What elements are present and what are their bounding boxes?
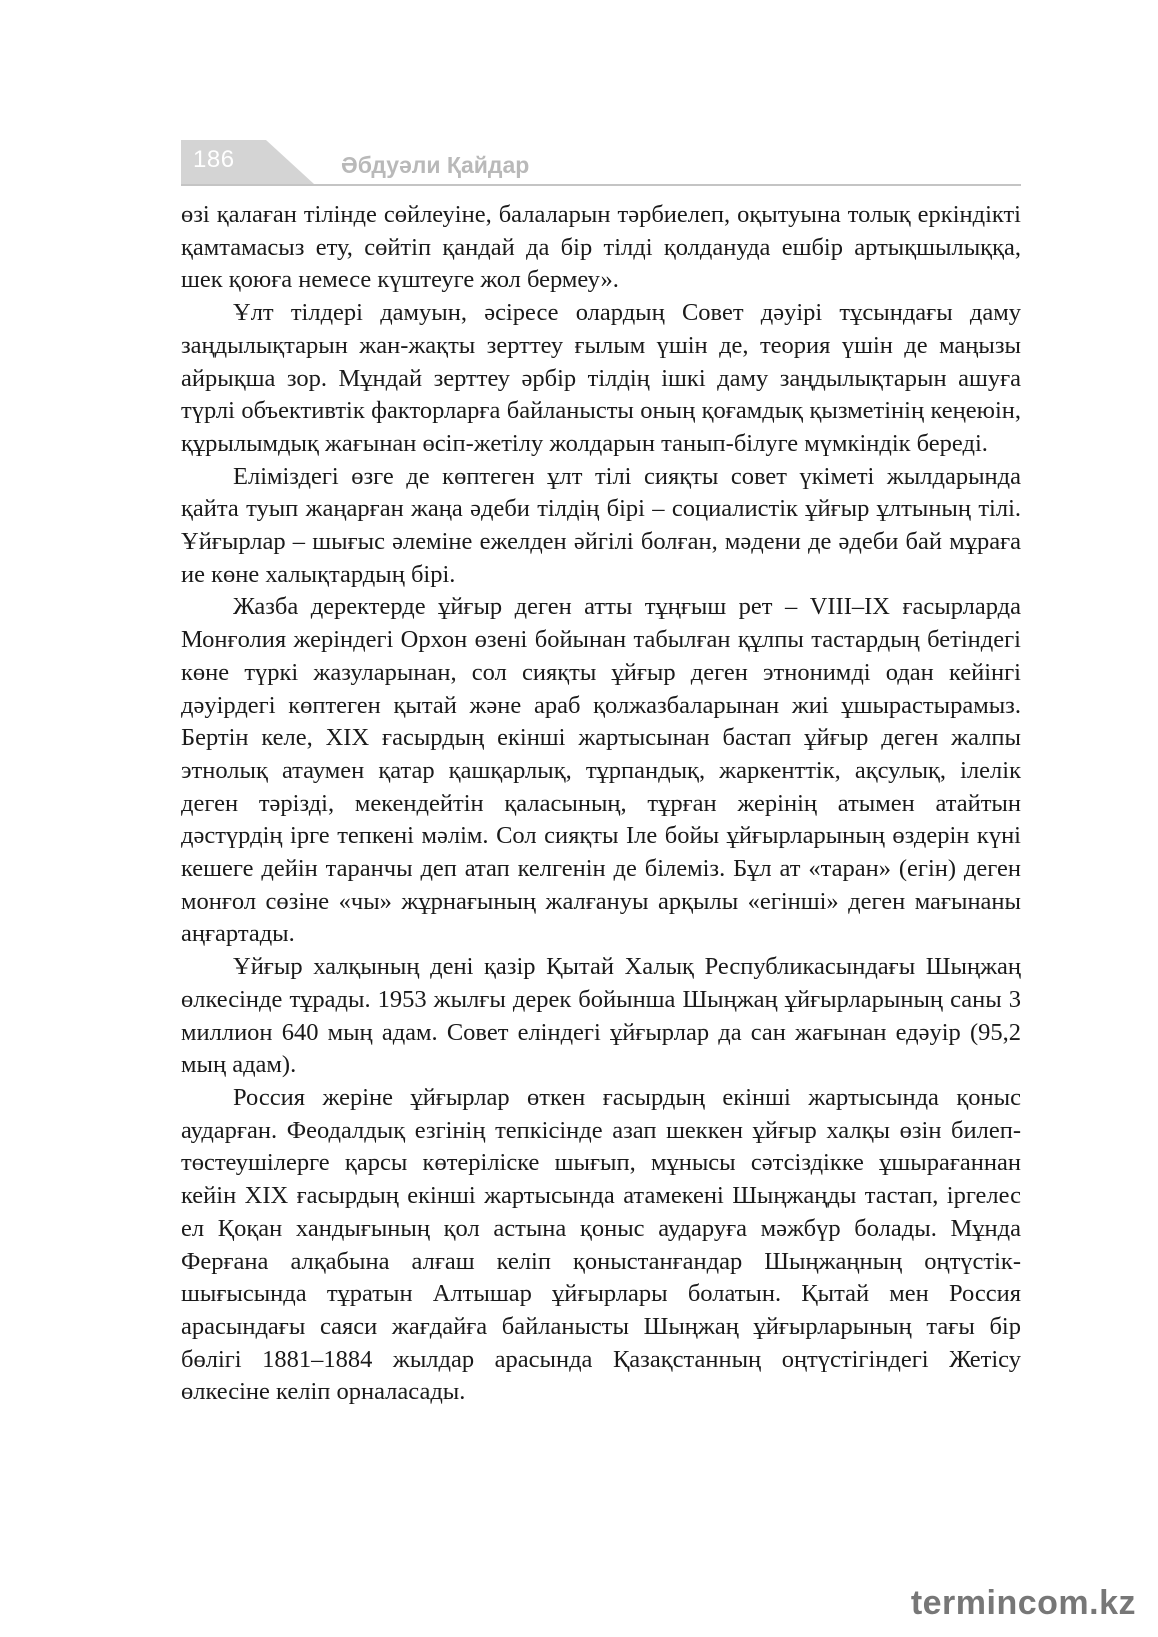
paragraph-1: өзі қалаған тілінде сөйлеуіне, балаларын тәрбиелеп, оқытуына толық еркіндікті қамтамасыз ету, сөйтіп қандай да бір тілді қолдануда ешбір артықшылыққа, шек қоюға немесе күштеуге жол бермеу».: [181, 201, 1021, 294]
watermark-logo: termincom.kz: [910, 1584, 1136, 1622]
paragraph-2: Ұлт тілдері дамуын, әсіресе олардың Совет дәуірі тұсындағы даму заңдылықтарын жан-жақты зерттеу ғылым үшін де, теория үшін де маңызы айрықша зор. Мұндай зерттеу әрбір тілдің ішкі даму заңдылықтарын ашуға түрлі объективтік факторларға байланысты оның қоғамдық қызметінің кеңеюін, құрылымдық жағынан өсіп-жетілу жолдарын танып-білуге мүмкіндік береді.: [181, 299, 1021, 457]
running-title: Әбдуәли Қайдар: [341, 152, 530, 178]
paragraph-3: Еліміздегі өзге де көптеген ұлт тілі сияқты совет үкіметі жылдарында қайта туып жаңарған жаңа әдеби тілдің бірі – социалистік ұйғыр ұлтының тілі. Ұйғырлар – шығыс әлеміне ежелден әйгілі болған, мәдени де әдеби бай мұраға ие көне халықтардың бірі.: [181, 462, 1021, 588]
paragraph-4: Жазба деректерде ұйғыр деген атты тұңғыш рет – VIII–IX ғасырларда Монғолия жеріндегі Орхон өзені бойынан табылған құлпы тастардың бетіндегі көне түркі жазуларынан, сол сияқты ұйғыр деген этнонимді одан кейінгі дәуірдегі көптеген қытай және араб қолжазбаларынан жиі ұшырастырамыз. Бертін келе, XIX ғасырдың екінші жартысынан бастап ұйғыр деген жалпы этнолық атаумен қатар қашқарлық, тұрпандық, жаркенттік, ақсулық, ілелік деген тәрізді, мекендейтін қаласының, тұрған жерінің атымен атайтын дәстүрдің ірге тепкені мәлім. Сол сияқты Іле бойы ұйғырларының өздерін күні кешеге дейін таранчы деп атап келгенін де білеміз. Бұл ат «таран» (егін) деген монғол сөзіне «чы» жұрнағының жалғануы арқылы «егінші» деген мағынаны аңғартады.: [181, 593, 1021, 948]
header-rule: [181, 184, 1021, 186]
paragraph-5: Ұйғыр халқының дені қазір Қытай Халық Республикасындағы Шыңжаң өлкесінде тұрады. 1953 жылғы дерек бойынша Шыңжаң ұйғырларының саны 3 миллион 640 мың адам. Совет еліндегі ұйғырлар да сан жағынан едәуір (95,2 мың адам).: [181, 953, 1021, 1079]
page-header: [181, 138, 1021, 188]
paragraph-6: Россия жеріне ұйғырлар өткен ғасырдың екінші жартысында қоныс аударған. Феодалдық езгінің тепкісінде азап шеккен ұйғыр халқы өзін билеп-төстеушілерге қарсы көтеріліске шығып, мұнысы сәтсіздікке ұшырағаннан кейін XIX ғасырдың екінші жартысында атамекені Шыңжаңды тастап, іргелес ел Қоқан хандығының қол астына қоныс аударуға мәжбүр болады. Мұнда Ферғана алқабына алғаш келіп қоныстанғандар Шыңжаңның оңтүстік-шығысында тұратын Алтышар ұйғырлары болатын. Қытай мен Россия арасындағы саяси жағдайға байланысты Шыңжаң ұйғырларының тағы бір бөлігі 1881–1884 жылдар арасында Қазақстанның оңтүстігіндегі Жетісу өлкесіне келіп орналасады.: [181, 1083, 1021, 1406]
body-text: [181, 199, 1021, 1409]
page-number: 186: [193, 146, 235, 173]
